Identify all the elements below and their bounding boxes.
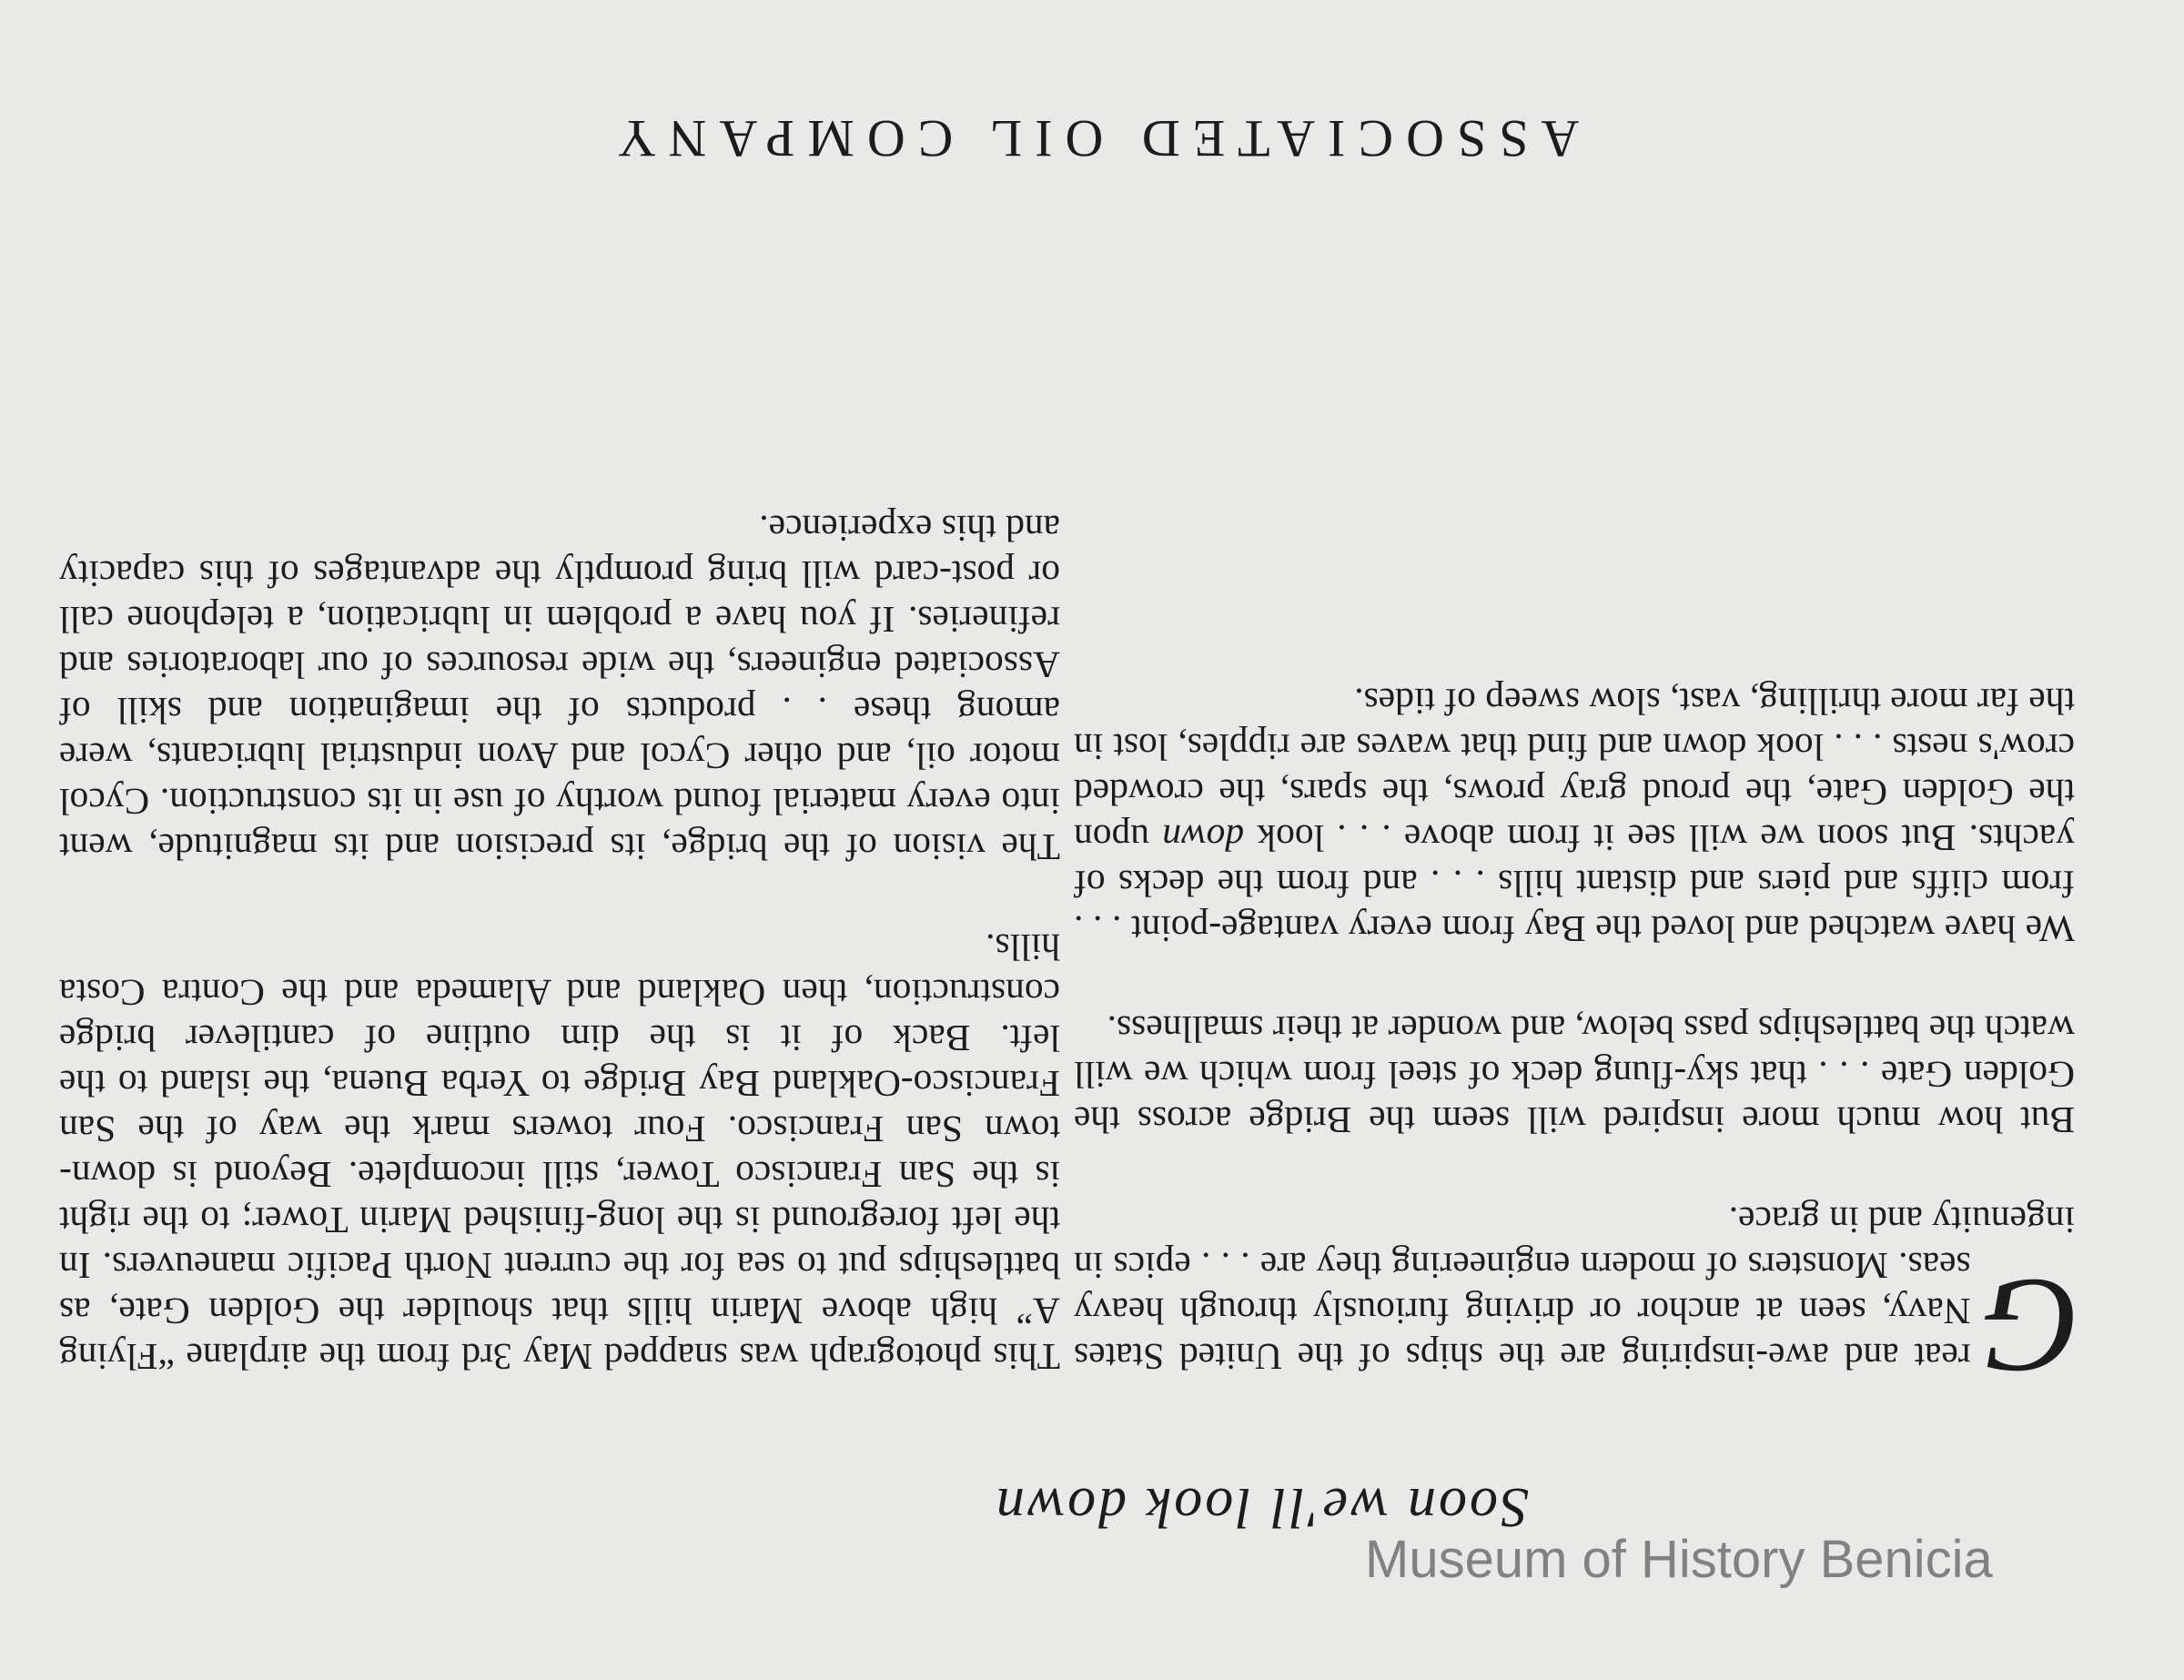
photo-caption-paragraph: This photograph was snapped May 3rd from the airplane “Flying A” high above Marin hills that shoulder the Golden Gate, as battleships put to sea for the current North Pacific maneuvers. In the left foreground is the long-finished Marin Tower; to the right is the San Francisco Tower, still incomplete. Beyond is down-town San Francisco. Four towers mark the way of the San Francisco-Oakland Bay Bridge to Yerba Buena, the island to the left. Back of it is the dim outline of cantilever bridge construction, then Oakland and Alameda and the Contra Costa hills. xyxy=(59,926,1060,1378)
right-column xyxy=(59,451,1060,1380)
left-column xyxy=(1073,624,2080,1402)
page-heading: Soon we'll look down xyxy=(993,1476,1529,1538)
museum-watermark: Museum of History Benicia xyxy=(1365,1530,1993,1589)
paragraph-3-text-b: upon the Golden Gate, the proud gray prows, the spars, the crowded crow's nests . . . look down and find that waves are ripples, lost in the far more thrilling, vast, slow sweep of tides. xyxy=(1073,681,2075,859)
paragraph-3-emphasis: down xyxy=(1162,817,1245,859)
drop-cap: G xyxy=(1981,1250,2080,1402)
paragraph-1 xyxy=(1074,1198,2080,1402)
company-name: ASSOCIATED OIL COMPANY xyxy=(604,109,1580,168)
paragraph-3 xyxy=(1074,679,2075,952)
paragraph-2: But how much more inspired will seem the Bridge across the Golden Gate . . . that sky-flung deck of steel from which we will watch the battleships pass below, and wonder at their smallness. xyxy=(1074,1008,2075,1141)
lubricants-paragraph: The vision of the bridge, its precision and its magnitude, went into every material found worthy of use in its construction. Cycol motor oil, and other Cycol and Avon industrial lubricants, were among these . . products of the imagination and skill of Associated engineers, the wide resources of our laboratories and refineries. If you have a problem in lubrication, a telephone call or post-card will bring promptly the advantages of this capacity and this experience. xyxy=(59,508,1060,868)
paragraph-1-text: reat and awe-inspiring are the ships of the United States Navy, seen at anchor or driving furiously through heavy seas. Monsters of modern engineering they are . . . epics in ingenuity and in grace. xyxy=(1074,1199,2075,1378)
paragraph-3-text-a: We have watched and loved the Bay from every vantage-point . . . from cliffs and piers and distant hills . . . and from the decks of yachts. But soon we will see it from above . . . look xyxy=(1074,817,2075,950)
